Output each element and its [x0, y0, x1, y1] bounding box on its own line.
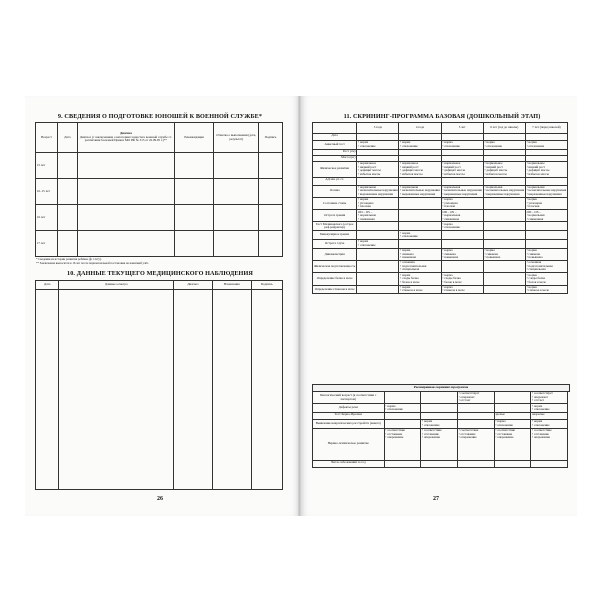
opt: • отклонение: [532, 407, 550, 412]
opt: • норма: [400, 140, 411, 145]
opt: • соответствие: [495, 428, 515, 433]
opt: • выраженные нарушения: [526, 191, 562, 196]
opt: • низкий рост: [484, 164, 503, 169]
opt: • уплощена: [442, 200, 458, 205]
opt: • плоская: [442, 204, 456, 209]
opt: • опережение: [458, 435, 477, 440]
opt: • нормальная: [442, 184, 461, 189]
col-age: 3 года: [357, 123, 399, 134]
opt: • соответствует: [458, 391, 480, 396]
opt: • следы белка: [442, 276, 461, 281]
opt: • подготовительная: [526, 263, 553, 268]
opt: • низкий рост: [526, 164, 546, 169]
opt: • избыток массы: [526, 171, 549, 176]
row-label: Физическое развитие: [313, 161, 357, 177]
opt: • снижена: [484, 251, 498, 256]
opt: • подготовительная: [400, 263, 427, 268]
opt: • опережение: [385, 435, 404, 440]
opt: зрелые: [494, 413, 531, 420]
opt: • выраженные нарушения: [442, 191, 478, 196]
opt: • незначительные нарушения: [526, 188, 567, 193]
opt: • норма: [484, 140, 495, 145]
opt: • отставание: [421, 431, 439, 436]
opt: • выраженные нарушения: [358, 191, 393, 196]
opt: • снижена: [442, 251, 456, 256]
opt: • соответствие: [458, 428, 479, 433]
opt: • норма: [442, 197, 453, 202]
opt: • сниженная: [526, 216, 544, 221]
row-age: 15 лет: [36, 153, 58, 179]
opt: OD – OS –: [442, 209, 457, 214]
opt: • нормальная: [484, 184, 503, 189]
opt: • дефицит массы: [400, 168, 423, 173]
opt: • снижена: [400, 251, 414, 256]
opt: • специальная: [400, 267, 420, 272]
extended-table: [312, 391, 568, 468]
opt: • норма: [484, 248, 495, 253]
opt: • опережение: [532, 435, 551, 440]
opt: • основная: [400, 260, 415, 265]
opt: • норма: [526, 272, 537, 277]
section-10-title: 10. ДАННЫЕ ТЕКУЩЕГО МЕДИЦИНСКОГО НАБЛЮДЕНИЯ: [67, 270, 253, 277]
opt: • отклонение: [442, 225, 460, 230]
row-label: Состояние стопы: [313, 197, 357, 209]
opt: • норма: [442, 272, 453, 277]
opt: • следы белка: [400, 276, 419, 281]
opt: • норма: [385, 403, 396, 408]
opt: • нормальное: [442, 161, 461, 166]
opt: • плоская: [526, 204, 540, 209]
opt: • отстает: [532, 398, 544, 403]
col-signature: Подпись: [251, 281, 282, 290]
opt: • сниженная: [358, 216, 375, 221]
opt: • незначительные нарушения: [400, 188, 440, 193]
col-age: 7 лет (перед школой): [525, 123, 567, 134]
opt: • избыток массы: [358, 171, 381, 176]
opt: • выраженные нарушения: [484, 191, 520, 196]
opt: • дефицит массы: [484, 168, 508, 173]
opt: • норма: [442, 248, 453, 253]
row-label: Определение глюкозы в моче: [313, 285, 357, 294]
opt: • норма: [495, 419, 506, 424]
page-number-left: 26: [157, 496, 163, 502]
opt: • отклонение: [484, 143, 503, 148]
opt: • норма: [400, 284, 411, 289]
opt: • опережает: [458, 394, 475, 399]
opt: • незначительные нарушения: [484, 188, 525, 193]
opt: • низкий рост: [358, 164, 377, 169]
row-label: Физическая подготовленность: [313, 261, 357, 273]
opt: • снижена: [526, 251, 541, 256]
col-age: Возраст: [36, 123, 58, 153]
opt: • сниженная: [442, 216, 459, 221]
opt: • нормальное: [358, 161, 377, 166]
col-diagnosis-title: Диагноз: [119, 131, 132, 136]
row-label: Тест Малиновского (острое реф.рефрактер): [313, 222, 357, 231]
row-label: Число заболеваний за год: [313, 460, 385, 467]
row-label: АД мм. рт. ст.: [313, 177, 357, 185]
opt: • опережает: [532, 394, 549, 399]
section-11-title: 11. СКРИНИНГ-ПРОГРАММА БАЗОВАЯ (ДОШКОЛЬНЫЙ ЭТАП): [343, 113, 541, 120]
opt: OD – OS –: [526, 209, 541, 214]
row-label: Выявление невротических расстройств (анкета): [313, 420, 385, 429]
opt: • норма: [532, 419, 543, 424]
opt: • отставание: [495, 431, 513, 436]
row-label: Биологический возраст (в соответствии с паспортом): [313, 392, 385, 404]
opt: • повышена: [400, 255, 417, 260]
opt: • отклонение: [442, 143, 460, 148]
row-label: Масса (кг): [313, 155, 357, 161]
opt: • нормальная: [442, 213, 461, 218]
screening-table: [312, 122, 568, 294]
opt: • нормальное: [400, 161, 419, 166]
opt: • отклонение: [358, 143, 376, 148]
opt: • дефицит массы: [526, 168, 550, 173]
opt: • отклонение: [400, 143, 418, 148]
opt: • отставание: [385, 431, 403, 436]
opt: • норма: [526, 197, 537, 202]
opt: • норма: [421, 419, 433, 424]
opt: • нормальная: [526, 184, 545, 189]
opt: • норма: [526, 284, 537, 289]
opt: • избыток массы: [484, 171, 507, 176]
col-age: 5 лет: [441, 123, 483, 134]
opt: • незначительные нарушения: [358, 188, 398, 193]
col-date: Дата: [36, 281, 59, 290]
opt: OD – OS –: [358, 209, 373, 214]
opt: • отставание: [458, 431, 476, 436]
opt: • следы белка: [526, 276, 545, 281]
row-label: Анкетный тест: [313, 141, 357, 150]
opt: • отклонение: [421, 422, 440, 427]
opt: • избыток массы: [400, 171, 423, 176]
opt: • низкий рост: [400, 164, 419, 169]
opt: • опережение: [421, 435, 440, 440]
opt: • белок в моче: [526, 279, 546, 284]
opt: • отставание: [532, 431, 549, 436]
row-age: 16 лет: [36, 205, 58, 231]
opt: • норма: [358, 197, 369, 202]
extended-title: Расширенная скрининг-программа: [312, 384, 570, 392]
opt: • норма: [442, 221, 453, 226]
opt: • отклонение: [385, 407, 403, 412]
current-observation-table: [35, 280, 283, 490]
opt: • незначительные нарушения: [442, 188, 482, 193]
col-diagnosis-sub: Диагноз (с заключением о категории годности к военной службе ст. расписания болезней Приказ МО РФ № 315 от 22.09.95 г.)**: [79, 134, 172, 143]
opt: • норма: [442, 284, 453, 289]
opt: • норма: [442, 140, 453, 145]
col-exam: Данные осмотра: [59, 281, 174, 290]
opt: • уплощена: [358, 200, 374, 205]
opt: • основная: [526, 260, 542, 265]
col-diagnosis: [77, 123, 174, 153]
opt: • опережение: [495, 435, 514, 440]
footnote-1: * Сведения из истории развития ребёнка (ф. 112/у).: [36, 257, 102, 261]
opt: • отклонение: [532, 422, 550, 427]
col-prescriptions: Назначения: [212, 281, 251, 290]
opt: • низкий рост: [442, 164, 461, 169]
footnote-2: ** Заключение выносится в 16 лет после первоначальной постановки на воинский учёт.: [36, 260, 149, 265]
opt: • плоская: [358, 204, 371, 209]
opt: • глюкоза в моче: [442, 288, 465, 293]
opt: • дефицит массы: [358, 168, 381, 173]
opt: • отклонение: [358, 242, 376, 247]
row-label: Дефекты речи: [313, 404, 385, 413]
opt: • специальная: [526, 267, 546, 272]
opt: • дефицит массы: [442, 168, 466, 173]
row-label: Острота слуха: [313, 239, 357, 248]
opt: • соответствие: [385, 428, 405, 433]
opt: • норма: [358, 239, 369, 244]
opt: • норма: [532, 403, 543, 408]
section-9-title: 9. СВЕДЕНИЯ О ПОДГОТОВКЕ ЮНОШЕЙ К ВОЕННОЙ СЛУЖБЕ*: [57, 113, 263, 120]
opt: • глюкоза в моче: [400, 288, 423, 293]
opt: • глюкоза в моче: [526, 288, 549, 293]
col-diagnosis: Диагноз: [174, 281, 213, 290]
opt: • нормальное: [484, 161, 503, 166]
opt: • выраженные нарушения: [400, 191, 436, 196]
opt: • избыток массы: [442, 171, 465, 176]
col-completion: Отметка о выполнении (дата, результат): [214, 123, 259, 153]
opt: • повышена: [484, 255, 501, 260]
row-label: Осанка: [313, 185, 357, 197]
opt: • повышена: [442, 255, 459, 260]
opt: • нормальная: [400, 184, 418, 189]
row-age: 16–15 лет: [36, 179, 58, 205]
opt: • норма: [400, 272, 411, 277]
military-table: [35, 122, 283, 257]
row-label: Острота зрения: [313, 210, 357, 222]
row-label: Бинокулярное зрение: [313, 231, 357, 240]
row-age: 17 лет: [36, 231, 58, 257]
col-age: 4 года: [399, 123, 441, 134]
opt: • норма: [400, 230, 411, 235]
opt: • соответствие: [421, 428, 442, 433]
row-label: Определение белка в моче: [313, 273, 357, 285]
row-label: Дата: [313, 134, 357, 141]
opt: • повышена: [526, 255, 543, 260]
row-label: Динамометрия: [313, 248, 357, 260]
opt: • норма: [400, 248, 411, 253]
opt: • норма: [526, 140, 537, 145]
opt: • отклонение: [526, 143, 545, 148]
opt: • нормальная: [526, 213, 545, 218]
opt: • отклонение: [400, 234, 418, 239]
opt: • норма: [526, 248, 537, 253]
opt: • уплощена: [526, 200, 543, 205]
footnotes: [36, 258, 276, 265]
opt: • нормальная: [358, 213, 376, 218]
opt: • отстает: [458, 398, 471, 403]
opt: • нормальная: [358, 184, 376, 189]
opt: • белок в моче: [400, 279, 420, 284]
col-recommendations: Рекомендации: [174, 123, 213, 153]
col-date: Дата: [57, 123, 77, 153]
opt: • соответствие: [532, 428, 552, 433]
opt: • соответствует: [532, 391, 553, 396]
row-label: Тест Керна-Ирасика: [313, 413, 385, 420]
opt: • белок в моче: [442, 279, 462, 284]
row-label: Нервно-психическое развитие: [313, 428, 385, 460]
opt: • нормальное: [526, 161, 545, 166]
opt: • норма: [358, 140, 369, 145]
page-number-right: 27: [433, 496, 439, 502]
opt: • отклонение: [495, 422, 513, 427]
row-label: Рост (см): [313, 149, 357, 155]
col-signature: Подпись: [259, 123, 283, 153]
opt: незрелые: [531, 413, 568, 420]
col-age: 6 лет (год до школы): [483, 123, 525, 134]
